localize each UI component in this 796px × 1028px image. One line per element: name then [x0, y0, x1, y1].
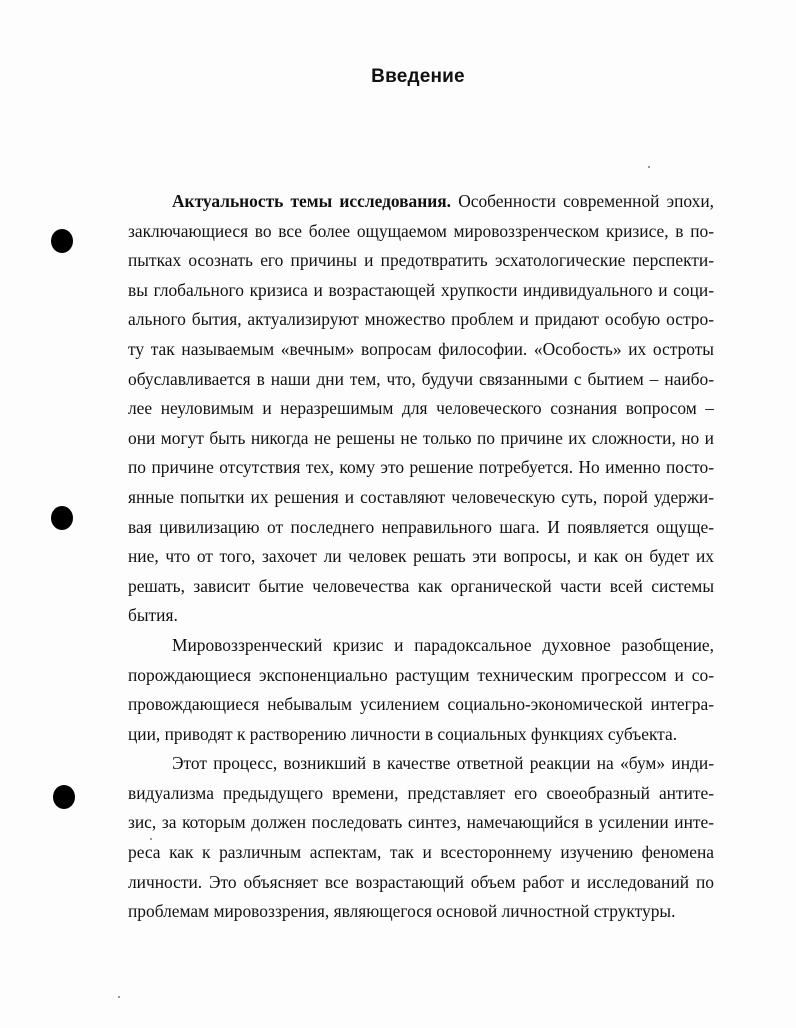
paragraph-line: лее неуловимым и неразрешимым для человеческого сознания вопросом – [128, 398, 714, 419]
paragraph-line: проблемам мировоззрения, являющегося основой личностной структуры. [128, 901, 676, 922]
paragraph-line: бытия. [128, 605, 178, 626]
paragraph-lead: Актуальность темы исследования. [172, 191, 452, 211]
paragraph-line: заключающиеся во все более ощущаемом мировоззренческом кризисе, в по- [128, 220, 714, 241]
paragraph-line: решать, зависит бытие человечества как органической части всей системы [128, 575, 714, 596]
paragraph-line: обуславливается в наши дни тем, что, будучи связанными с бытием – наибо- [128, 368, 714, 389]
paragraph-line: вы глобального кризиса и возрастающей хрупкости индивидуального и соци- [128, 279, 714, 300]
paragraph-line: ту так называемым «вечным» вопросам философии. «Особость» их остроты [128, 338, 714, 359]
page-title: Введение [371, 66, 465, 87]
paragraph-line: по причине отсутствия тех, кому это решение потребуется. Но именно посто- [128, 457, 714, 478]
paragraph-line: зис, за которым должен последовать синтез, намечающийся в усилении инте- [128, 812, 714, 833]
paragraph-line: янные попытки их решения и составляют человеческую суть, порой удержи- [128, 486, 714, 507]
scan-speck [118, 996, 120, 998]
binder-hole-middle [51, 506, 73, 530]
paragraph-line: провождающиеся небывалым усилением социально-экономической интегра- [128, 694, 714, 715]
binder-hole-bottom [53, 785, 75, 809]
paragraph-line: реса как к различным аспектам, так и всестороннему изучению феномена [128, 842, 714, 863]
body-text [128, 187, 714, 927]
paragraph-line: ние, что от того, захочет ли человек решать эти вопросы, и как он будет их [128, 546, 714, 567]
scan-speck [648, 166, 650, 168]
paragraph-line-text: Особенности современной эпохи, [451, 191, 715, 211]
paragraph-line: Этот процесс, возникший в качестве ответной реакции на «бум» инди- [172, 753, 714, 774]
paragraph-line: порождающиеся экспоненциально растущим техническим прогрессом и со- [128, 664, 714, 685]
paragraph-line [128, 187, 714, 217]
paragraph-line: вая цивилизацию от последнего неправильного шага. И появляется ощуще- [128, 516, 714, 537]
paragraph-line: они могут быть никогда не решены не только по причине их сложности, но и [128, 427, 714, 448]
paragraph-line: личности. Это объясняет все возрастающий объем работ и исследований по [128, 871, 714, 892]
paragraph-line: ции, приводят к растворению личности в социальных функциях субъекта. [128, 723, 678, 744]
binder-hole-top [51, 229, 73, 253]
paragraph-line: Мировоззренческий кризис и парадоксальное духовное разобщение, [172, 634, 714, 655]
paragraph-line: пытках осознать его причины и предотвратить эсхатологические перспекти- [128, 250, 714, 271]
paragraph-line: видуализма предыдущего времени, представляет его своеобразный антите- [128, 782, 714, 803]
paragraph-line: ального бытия, актуализируют множество проблем и придают особую остро- [128, 309, 714, 330]
